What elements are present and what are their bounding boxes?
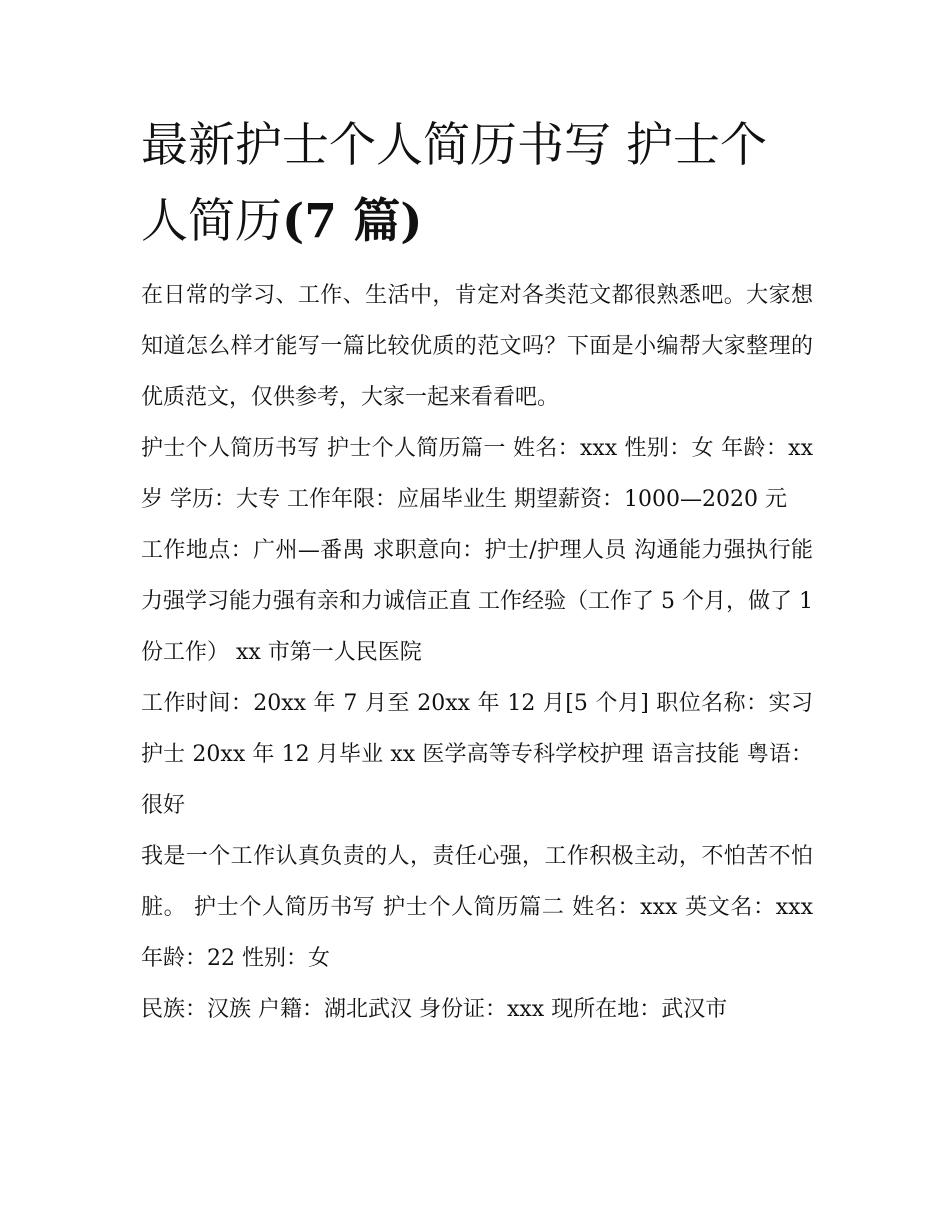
resume-two-ethnicity: 民族：汉族 户籍：湖北武汉 身份证：xxx 现所在地：武汉市 — [141, 997, 728, 1022]
document-page — [141, 108, 813, 1035]
document-title — [141, 108, 813, 260]
title-line-1: 最新护士个人简历书写 护士个 — [141, 118, 767, 173]
title-line-2-prefix: 人简历 — [141, 194, 282, 249]
intro-paragraph: 在日常的学习、工作、生活中，肯定对各类范文都很熟悉吧。大家想知道怎么样才能写一篇比较优质的范文吗？下面是小编帮大家整理的优质范文，仅供参考，大家一起来看看吧。 — [141, 283, 813, 410]
self-evaluation-paragraph: 我是一个工作认真负责的人，责任心强，工作积极主动，不怕苦不怕脏。 护士个人简历书写 护士个人简历篇二 姓名：xxx 英文名：xxx 年龄：22 性别：女 — [141, 844, 813, 971]
resume-one-work-time: 工作时间：20xx 年 7 月至 20xx 年 12 月[5 个月] 职位名称：实习护士 20xx 年 12 月毕业 xx 医学高等专科学校护理 语言技能 粤语：很好 — [141, 691, 813, 818]
resume-one-location-intent: 工作地点：广州—番禺 求职意向：护士/护理人员 沟通能力强执行能力强学习能力强有亲和力诚信正直 工作经验（工作了 5 个月，做了 1 份工作） xx 市第一人民医院 — [141, 538, 813, 665]
resume-one-basic-info: 护士个人简历书写 护士个人简历篇一 姓名：xxx 性别：女 年龄：xx 岁 学历：大专 工作年限：应届毕业生 期望薪资：1000—2020 元 — [141, 436, 813, 512]
title-line-2-suffix: (7 篇) — [282, 194, 423, 249]
